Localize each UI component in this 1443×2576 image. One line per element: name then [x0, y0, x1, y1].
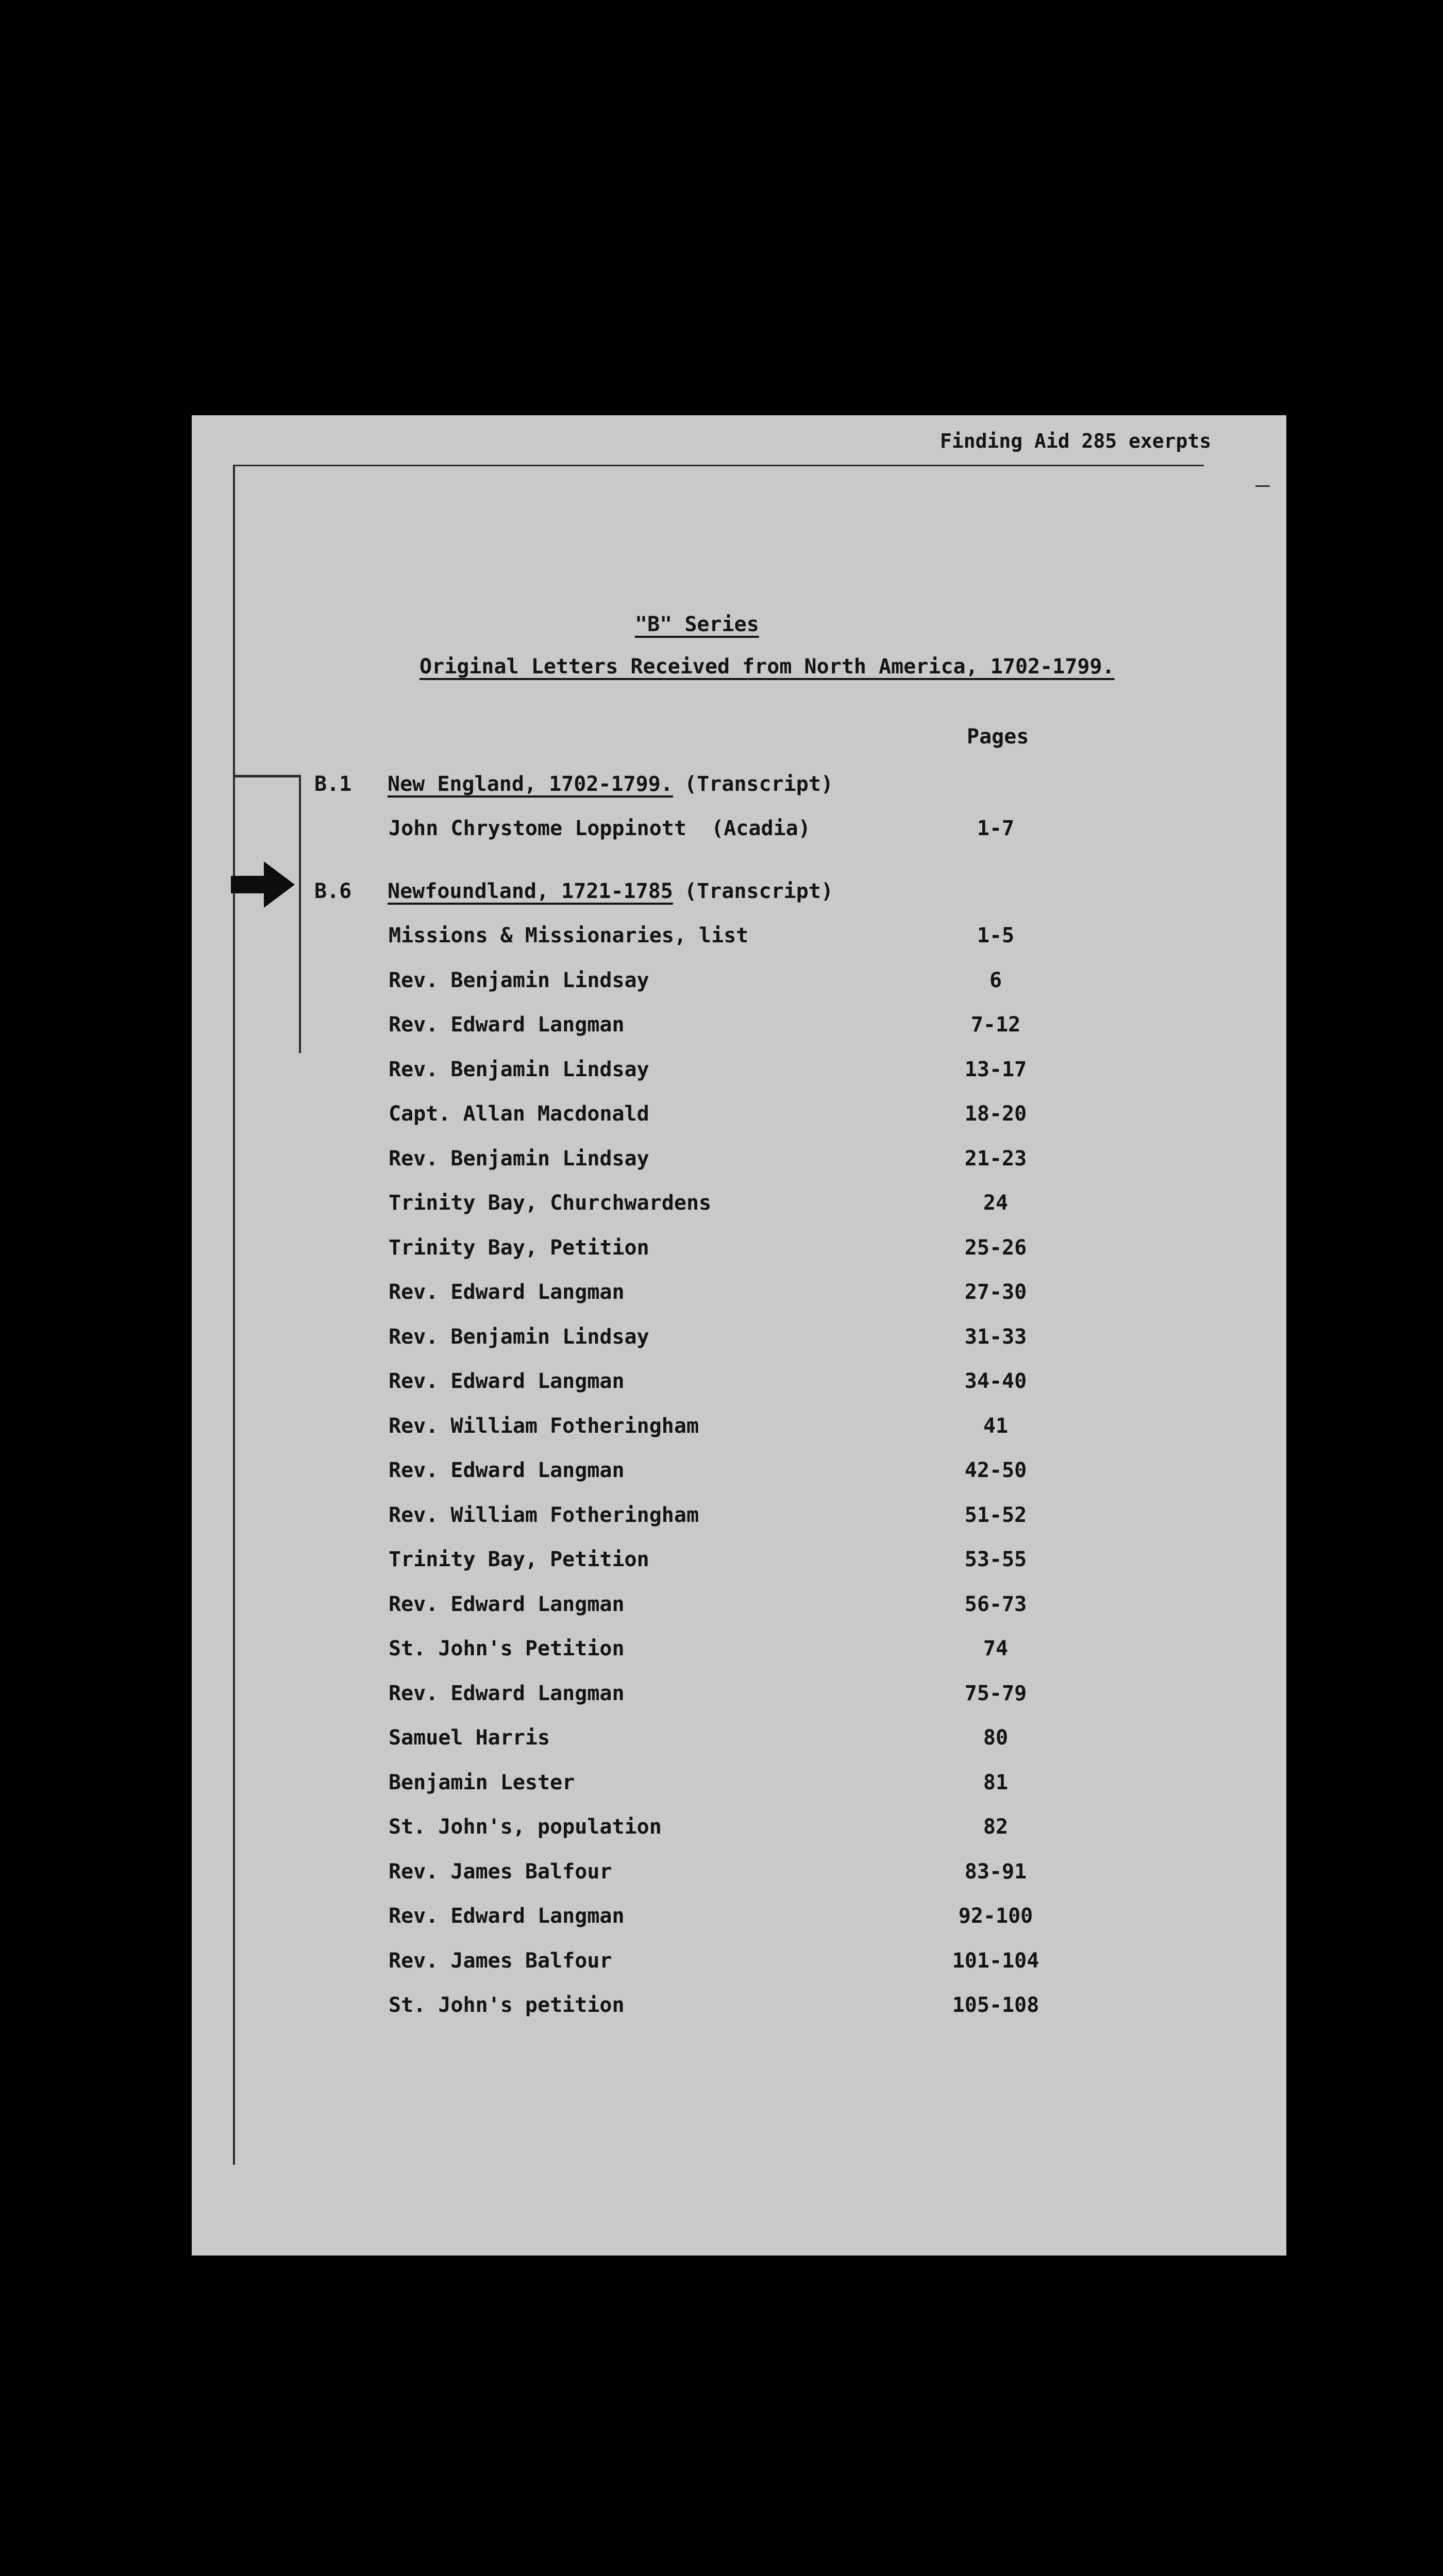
entry-pages: 81	[983, 1771, 1009, 1794]
entry-pages: 83-91	[964, 1860, 1027, 1884]
entry-pages: 34-40	[964, 1369, 1027, 1393]
entry-name: St. John's, population	[389, 1815, 662, 1839]
entry-pages: 75-79	[964, 1682, 1027, 1705]
bracket-vertical	[299, 775, 301, 1053]
edge-mark	[1255, 485, 1270, 487]
entry-name: St. John's Petition	[389, 1637, 625, 1660]
entry-pages: 24	[983, 1191, 1009, 1215]
entry-pages: 41	[983, 1414, 1009, 1438]
entry-name: Samuel Harris	[389, 1726, 550, 1750]
entry-pages: 56-73	[964, 1592, 1027, 1616]
entry-name: Rev. Edward Langman	[389, 1280, 625, 1304]
entry-name: Rev. Benjamin Lindsay	[389, 1325, 649, 1349]
entry-pages: 27-30	[964, 1280, 1027, 1304]
finding-aid-header: Finding Aid 285 exerpts	[940, 430, 1212, 452]
entry-pages: 80	[983, 1726, 1009, 1750]
entry-pages: 13-17	[964, 1058, 1027, 1081]
entry-name: Rev. Edward Langman	[389, 1459, 625, 1482]
entry-name: John Chrystome Loppinott (Acadia)	[389, 817, 811, 840]
entry-pages: 6	[989, 969, 1002, 992]
entry-pages: 101-104	[952, 1949, 1039, 1973]
entry-pages: 1-7	[977, 817, 1015, 840]
entry-name: Trinity Bay, Petition	[389, 1548, 649, 1571]
section-code: B.6	[314, 879, 352, 903]
entry-name: Rev. Edward Langman	[389, 1592, 625, 1616]
entry-pages: 82	[983, 1815, 1009, 1839]
bracket-top	[233, 775, 300, 777]
section-heading: Newfoundland, 1721-1785	[388, 879, 673, 903]
section-code: B.1	[314, 772, 352, 796]
entry-pages: 18-20	[964, 1102, 1027, 1126]
entry-pages: 105-108	[952, 1993, 1039, 2017]
entry-pages: 74	[983, 1637, 1009, 1660]
entry-name: Rev. Edward Langman	[389, 1904, 625, 1928]
entry-name: Trinity Bay, Petition	[389, 1236, 649, 1260]
entry-pages: 1-5	[977, 924, 1015, 947]
entry-name: Rev. Benjamin Lindsay	[389, 969, 649, 992]
arrow-pointer-icon	[231, 861, 295, 908]
entry-pages: 42-50	[964, 1459, 1027, 1482]
entry-name: Capt. Allan Macdonald	[389, 1102, 649, 1126]
entry-pages: 25-26	[964, 1236, 1027, 1260]
entry-name: Rev. William Fotheringham	[389, 1414, 699, 1438]
entry-pages: 21-23	[964, 1147, 1027, 1171]
entry-name: Benjamin Lester	[389, 1771, 575, 1794]
entry-pages: 31-33	[964, 1325, 1027, 1349]
entry-name: Rev. Edward Langman	[389, 1013, 625, 1037]
entry-name: Rev. Benjamin Lindsay	[389, 1147, 649, 1171]
entry-name: Rev. William Fotheringham	[389, 1503, 699, 1527]
header-rule	[235, 465, 1204, 466]
section-note: (Transcript)	[684, 879, 833, 903]
series-title: "B" Series	[635, 613, 759, 636]
section-heading: New England, 1702-1799.	[388, 772, 673, 796]
entry-pages: 51-52	[964, 1503, 1027, 1527]
pages-column-header: Pages	[967, 725, 1029, 749]
entry-name: Missions & Missionaries, list	[389, 924, 749, 947]
entry-name: Rev. James Balfour	[389, 1949, 612, 1973]
entry-pages: 53-55	[964, 1548, 1027, 1571]
entry-name: St. John's petition	[389, 1993, 625, 2017]
entry-name: Rev. Benjamin Lindsay	[389, 1058, 649, 1081]
entry-name: Rev. Edward Langman	[389, 1682, 625, 1705]
series-subtitle: Original Letters Received from North America, 1702-1799.	[420, 655, 1115, 679]
document-page	[192, 415, 1286, 2256]
entry-name: Rev. James Balfour	[389, 1860, 612, 1884]
entry-name: Rev. Edward Langman	[389, 1369, 625, 1393]
section-note: (Transcript)	[684, 772, 833, 796]
entry-pages: 92-100	[958, 1904, 1033, 1928]
entry-pages: 7-12	[970, 1013, 1021, 1037]
left-margin-line	[233, 465, 235, 2165]
entry-name: Trinity Bay, Churchwardens	[389, 1191, 712, 1215]
